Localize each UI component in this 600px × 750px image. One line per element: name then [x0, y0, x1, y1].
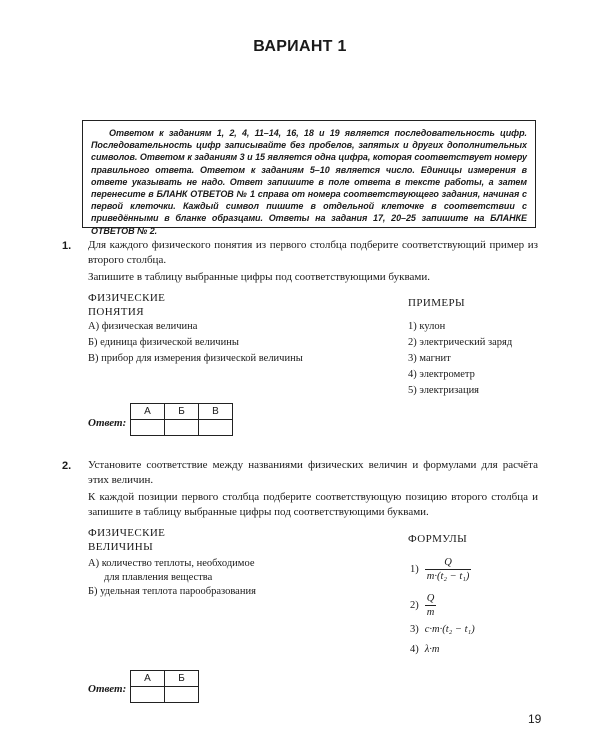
answer-header-b: Б	[165, 671, 199, 687]
task-1-right-item-4: 4) электрометр	[408, 369, 475, 380]
answer-header-b: Б	[165, 404, 199, 420]
formula-1-numerator: Q	[425, 556, 472, 570]
task-1-right-item-3: 3) магнит	[408, 353, 451, 364]
formula-3-number: 3)	[410, 624, 419, 635]
formula-4-number: 4)	[410, 644, 419, 655]
task-2-left-item-b: Б) удельная теплота парообразования	[88, 586, 256, 597]
answer-header-a: А	[131, 671, 165, 687]
formula-3	[410, 624, 475, 635]
answer-header-a: А	[131, 404, 165, 420]
task-1-right-item-5: 5) электризация	[408, 385, 480, 396]
answer-cell-c[interactable]	[199, 420, 233, 436]
task-1-answer-table	[130, 403, 233, 436]
task-2-answer-label: Ответ:	[88, 683, 127, 695]
task-2-subtext: К каждой позиции первого столбца подберите соответствующую позицию второго столбца и запишите в таблицу выбранные цифры под соответствующими буквами.	[88, 491, 538, 518]
task-1-text: Для каждого физического понятия из первого столбца подберите соответствующий пример из второго столбца.	[88, 239, 538, 266]
task-2-left-item-a-line1: А) количество теплоты, необходимое	[88, 558, 255, 569]
formula-1-number: 1)	[410, 563, 419, 575]
task-1-left-head-1: ФИЗИЧЕСКИЕ	[88, 292, 166, 304]
page-number: 19	[528, 712, 542, 726]
formula-1	[410, 556, 471, 583]
task-2-text: Установите соответствие между названиями физических величин и формулами для расчёта этих величин.	[88, 459, 538, 486]
formula-2-number: 2)	[410, 599, 419, 611]
answer-cell-b[interactable]	[165, 687, 199, 703]
answer-cell-a[interactable]	[131, 687, 165, 703]
task-1-right-item-1: 1) кулон	[408, 321, 446, 332]
formula-2-numerator: Q	[426, 593, 435, 604]
task-1-left-item-c: В) прибор для измерения физической величины	[88, 353, 303, 364]
task-1-subtext: Запишите в таблицу выбранные цифры под соответствующими буквами.	[88, 271, 430, 283]
task-2-left-head-1: ФИЗИЧЕСКИЕ	[88, 527, 166, 539]
task-1-answer-label: Ответ:	[88, 417, 127, 429]
formula-4	[410, 644, 440, 655]
task-1-number: 1.	[62, 240, 72, 252]
answer-cell-a[interactable]	[131, 420, 165, 436]
task-1-left-item-a: А) физическая величина	[88, 321, 198, 332]
instructions-box: Ответом к заданиям 1, 2, 4, 11–14, 16, 18 и 19 является последовательность цифр. Последовательность цифр записывайте без пробелов, запятых и других дополнительных символов. Ответом к заданиям 3 и 15 является одна цифра, которая соответствует номеру правильного ответа. Ответом к заданиям 5–10 является число. Единицы измерения в ответе указывать не надо. Ответ запишите в поле ответа в тексте работы, а затем перенесите в БЛАНК ОТВЕТОВ № 1 справа от номера соответствующего задания, начиная с первой клеточки. Каждый символ пишите в отдельной клеточке в соответствии с приведёнными в бланке образцами. Ответы на задания 17, 20–25 запишите на БЛАНКЕ ОТВЕТОВ № 2.	[82, 120, 536, 228]
variant-title: ВАРИАНТ 1	[253, 38, 347, 55]
answer-cell-b[interactable]	[165, 420, 199, 436]
task-2-left-head-2: ВЕЛИЧИНЫ	[88, 541, 154, 553]
task-1-left-head-2: ПОНЯТИЯ	[88, 306, 144, 318]
formula-1-denominator: m·(t₂ − t₁)	[426, 571, 470, 582]
task-2-number: 2.	[62, 460, 72, 472]
task-2-answer-table	[130, 670, 199, 703]
formula-2-denominator: m	[426, 607, 435, 618]
answer-header-c: В	[199, 404, 233, 420]
task-1-right-item-2: 2) электрический заряд	[408, 337, 513, 348]
task-1-right-head: ПРИМЕРЫ	[408, 297, 466, 309]
task-2-right-head: ФОРМУЛЫ	[408, 533, 468, 545]
formula-2	[410, 592, 436, 619]
formula-4-expression: λ·m	[424, 644, 440, 655]
formula-3-expression: c·m·(t₂ − t₁)	[424, 624, 475, 635]
task-2-left-item-a-line2: для плавления вещества	[104, 572, 213, 583]
task-1-left-item-b: Б) единица физической величины	[88, 337, 239, 348]
